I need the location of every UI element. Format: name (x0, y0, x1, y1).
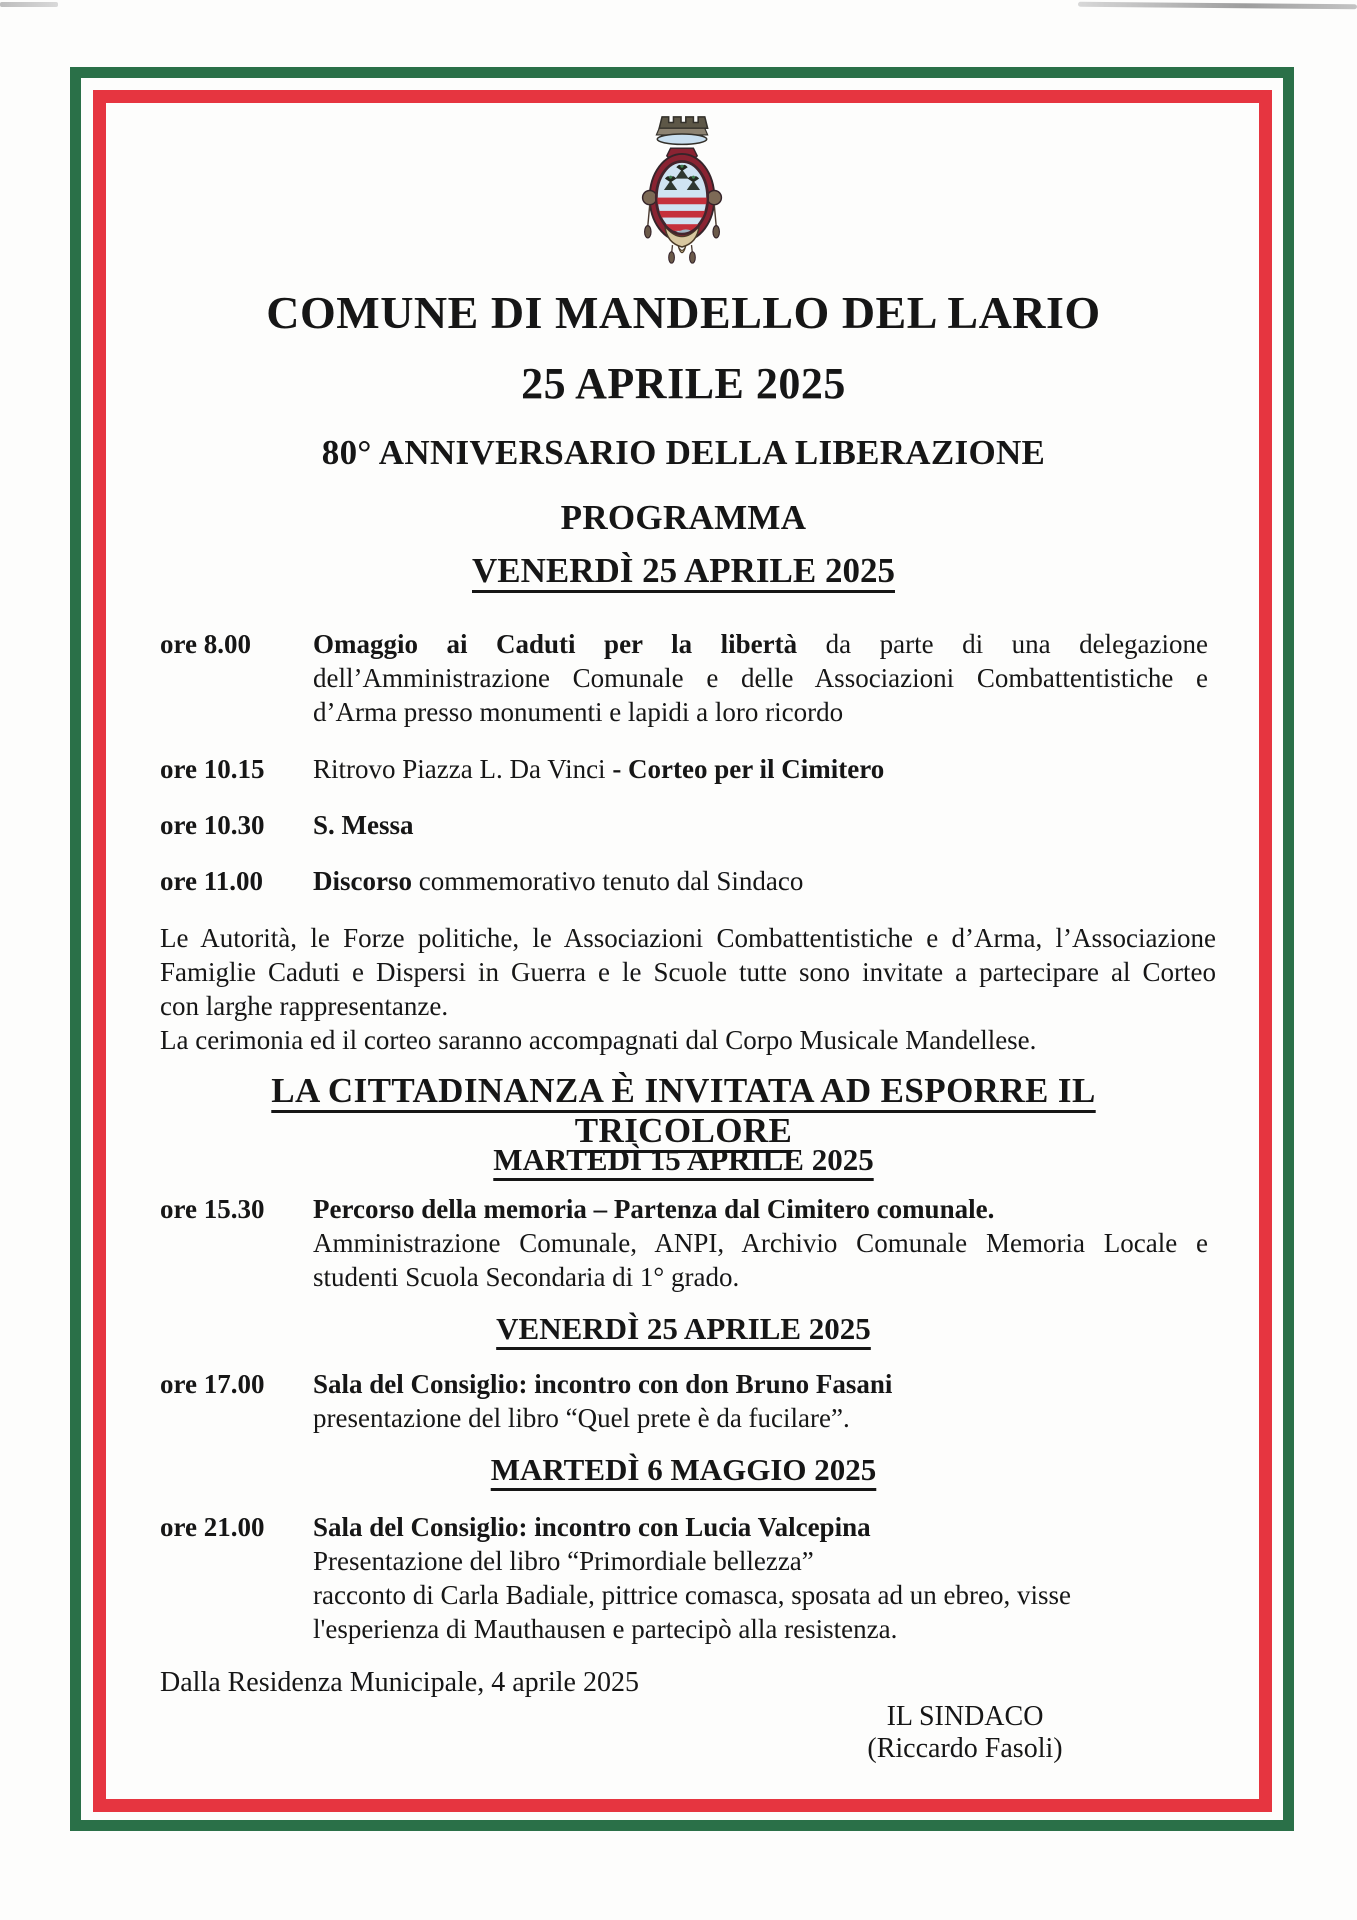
tricolor-invitation-banner: LA CITTADINANZA È INVITATA AD ESPORRE IL TRICOLORE (271, 1071, 1096, 1150)
scan-artifact-top-right (1078, 2, 1357, 9)
time-label: ore 17.00 (160, 1369, 265, 1399)
event-date-heading: 25 APRILE 2025 (521, 359, 846, 408)
section-heading-6-maggio: MARTEDÌ 6 MAGGIO 2025 (490, 1452, 877, 1487)
page-title: COMUNE DI MANDELLO DEL LARIO (266, 287, 1101, 338)
time-label: ore 21.00 (160, 1512, 265, 1542)
section-heading-15-aprile: MARTEDÌ 15 APRILE 2025 (493, 1142, 874, 1177)
schedule-entry-1015 (160, 752, 1207, 786)
schedule-entry-1030 (160, 808, 1207, 842)
signature-block (800, 1701, 1130, 1765)
footer-dateline: Dalla Residenza Municipale, 4 aprile 2025 (160, 1667, 639, 1698)
section-heading-25-aprile: VENERDÌ 25 APRILE 2025 (496, 1311, 871, 1346)
schedule-entry-2100 (160, 1510, 1207, 1646)
entry-description: Omaggio ai Caduti per la libertà da parte di una delegazione dell’Amministrazione Comunale e delle Associazioni Combattentistiche e d’Arma presso monumenti e lapidi a loro ricordo (313, 629, 1209, 727)
schedule-entry-1530 (160, 1192, 1207, 1294)
program-heading: PROGRAMMA (560, 498, 807, 537)
time-label: ore 15.30 (160, 1194, 265, 1224)
scan-artifact-top-left (0, 2, 58, 7)
time-label: ore 10.30 (160, 810, 265, 840)
entry-description: S. Messa (313, 810, 414, 840)
entry-description: Discorso commemorativo tenuto dal Sindaco (313, 866, 804, 896)
time-label: ore 8.00 (160, 629, 251, 659)
entry-description: Sala del Consiglio: incontro con Lucia Valcepina Presentazione del libro “Primordiale bellezza” racconto di Carla Badiale, pittrice comasca, sposata ad un ebreo, visse l'esperienza di Mauthausen e partecipò alla resistenza. (313, 1512, 1071, 1644)
entry-description: Ritrovo Piazza L. Da Vinci - Corteo per il Cimitero (313, 754, 885, 784)
entry-description: Sala del Consiglio: incontro con don Bruno Fasani presentazione del libro “Quel prete è da fucilare”. (313, 1369, 893, 1433)
invitation-paragraph: Le Autorità, le Forze politiche, le Associazioni Combattentistiche e d’Arma, l’Associazione Famiglie Caduti e Dispersi in Guerra e le Scuole tutte sono invitate a partecipare al Corteo con larghe rappresentanze. La cerimonia ed il corteo saranno accompagnati dal Corpo Musicale Mandellese. (160, 923, 1216, 1055)
mural-crown-icon (656, 117, 707, 145)
signature-title: IL SINDACO (886, 1701, 1044, 1732)
municipal-coat-of-arms-icon (633, 114, 731, 266)
schedule-entry-1700 (160, 1367, 1207, 1435)
schedule-entry-1100 (160, 864, 1207, 898)
time-label: ore 11.00 (160, 866, 263, 896)
anniversary-heading: 80° ANNIVERSARIO DELLA LIBERAZIONE (321, 433, 1046, 472)
entry-description: Percorso della memoria – Partenza dal Cimitero comunale. Amministrazione Comunale, ANPI, Archivio Comunale Memoria Locale e studenti Scuola Secondaria di 1° grado. (313, 1194, 1208, 1292)
signature-name: (Riccardo Fasoli) (867, 1733, 1063, 1764)
main-day-heading: VENERDÌ 25 APRILE 2025 (472, 551, 895, 590)
schedule-entry-0800 (160, 627, 1207, 729)
time-label: ore 10.15 (160, 754, 265, 784)
